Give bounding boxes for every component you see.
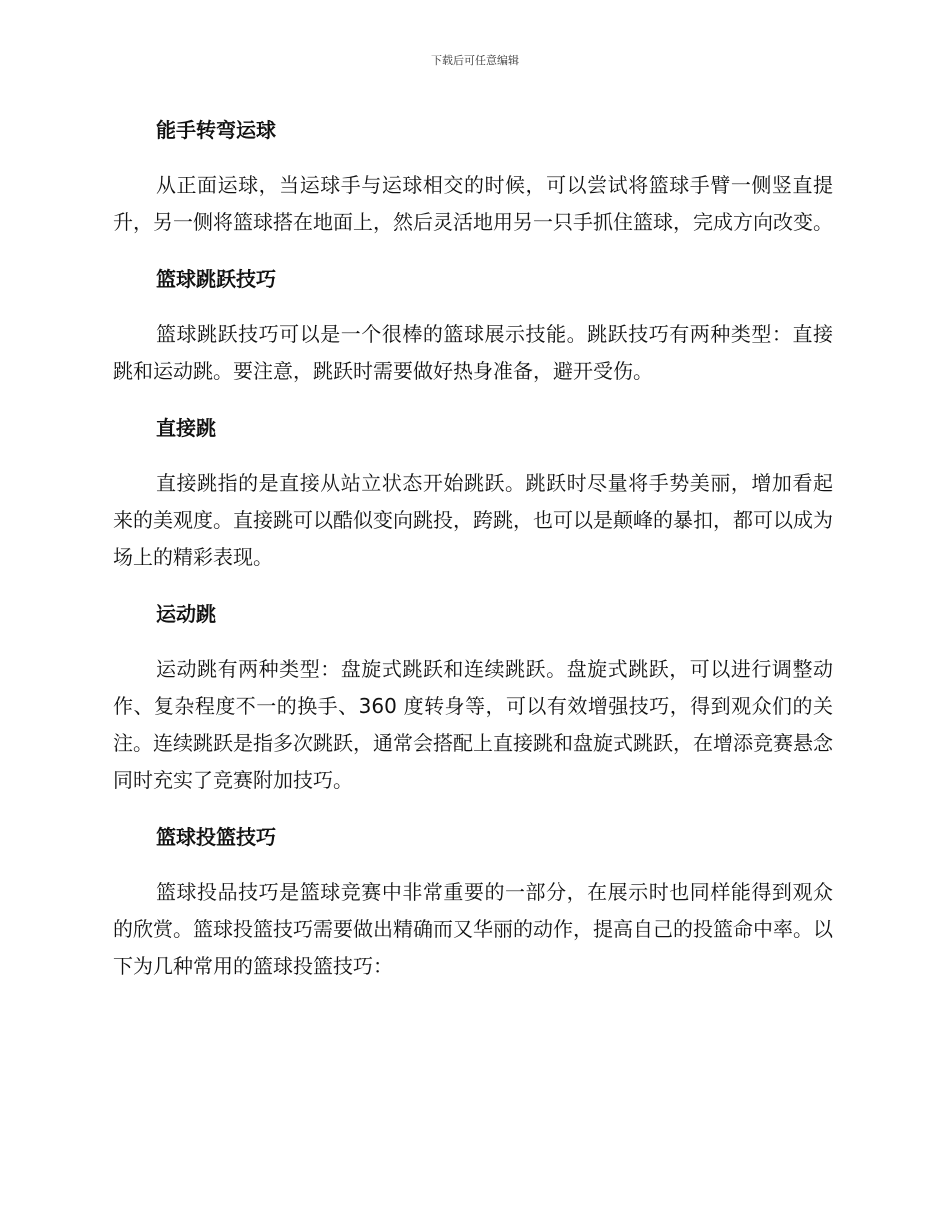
section-heading: 篮球投篮技巧 [156, 825, 276, 849]
section-paragraph: 直接跳指的是直接从站立状态开始跳跃。跳跃时尽量将手势美丽，增加看起来的美观度。直接跳可以酷似变向跳投，跨跳，也可以是颠峰的暴扣，都可以成为场上的精彩表现。 [113, 471, 833, 569]
section-heading: 篮球跳跃技巧 [156, 267, 276, 291]
section-paragraph: 篮球跳跃技巧可以是一个很棒的篮球展示技能。跳跃技巧有两种类型：直接跳和运动跳。要注意，跳跃时需要做好热身准备，避开受伤。 [113, 322, 833, 383]
section-dribble-turn [113, 112, 833, 261]
section-motion-jump [113, 596, 833, 819]
section-heading: 运动跳 [156, 602, 216, 626]
section-shooting-skills [113, 819, 833, 985]
document-body [113, 112, 833, 985]
section-heading: 直接跳 [156, 416, 216, 440]
section-paragraph: 从正面运球，当运球手与运球相交的时候，可以尝试将篮球手臂一侧竖直提升，另一侧将篮球搭在地面上，然后灵活地用另一只手抓住篮球，完成方向改变。 [113, 173, 833, 234]
section-jump-skills [113, 261, 833, 410]
section-direct-jump [113, 410, 833, 596]
section-heading: 能手转弯运球 [156, 118, 276, 142]
section-paragraph: 运动跳有两种类型：盘旋式跳跃和连续跳跃。盘旋式跳跃，可以进行调整动作、复杂程度不一的换手、360 度转身等，可以有效增强技巧，得到观众们的关注。连续跳跃是指多次跳跃，通常会搭配上直接跳和盘旋式跳跃，在增添竞赛悬念同时充实了竞赛附加技巧。 [113, 657, 833, 792]
section-paragraph: 篮球投品技巧是篮球竞赛中非常重要的一部分，在展示时也同样能得到观众的欣赏。篮球投篮技巧需要做出精确而又华丽的动作，提高自己的投篮命中率。以下为几种常用的篮球投篮技巧： [113, 880, 833, 978]
page-header: 下载后可任意编辑 [431, 54, 519, 67]
